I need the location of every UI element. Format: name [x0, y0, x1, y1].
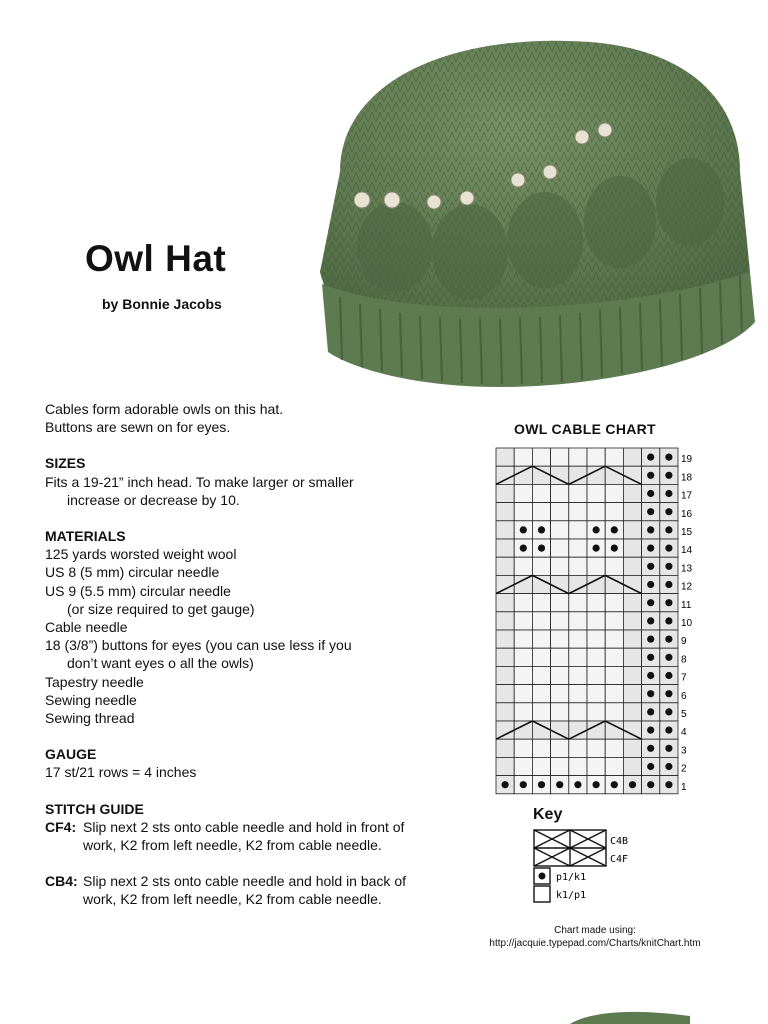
- chart-cell: [569, 466, 587, 484]
- purl-dot: [665, 763, 672, 770]
- chart-cell: [605, 466, 623, 484]
- purl-dot: [647, 563, 654, 570]
- chart-cell: [532, 575, 550, 593]
- chart-cell: [532, 503, 550, 521]
- chart-cell: [496, 721, 514, 739]
- chart-cell: [496, 448, 514, 466]
- chart-cell: [569, 685, 587, 703]
- chart-cell: [605, 721, 623, 739]
- chart-cell: [551, 721, 569, 739]
- chart-cell: [587, 648, 605, 666]
- purl-dot: [665, 581, 672, 588]
- chart-cell: [587, 666, 605, 684]
- cb4-label: CB4:: [45, 873, 78, 890]
- chart-cell: [551, 612, 569, 630]
- purl-dot: [538, 781, 545, 788]
- hat-photo: [300, 22, 768, 390]
- chart-row-label: 16: [681, 508, 693, 520]
- chart-cell: [496, 539, 514, 557]
- purl-dot: [647, 508, 654, 515]
- purl-dot: [647, 636, 654, 643]
- chart-cell: [514, 721, 532, 739]
- chart-cell: [532, 630, 550, 648]
- purl-dot: [665, 672, 672, 679]
- chart-cell: [551, 575, 569, 593]
- chart-cell: [623, 630, 641, 648]
- chart-cell: [569, 594, 587, 612]
- purl-dot: [520, 526, 527, 533]
- chart-cell: [569, 575, 587, 593]
- materials-item: 18 (3/8”) buttons for eyes (you can use less if you: [45, 637, 352, 654]
- chart-row-label: 6: [681, 690, 687, 702]
- chart-cell: [623, 575, 641, 593]
- chart-cell: [605, 594, 623, 612]
- cf4-text: Slip next 2 sts onto cable needle and hold in front of work, K2 from left needle, K2 from cable needle.: [83, 818, 405, 854]
- chart-row-label: 5: [681, 709, 687, 720]
- chart-cell: [551, 484, 569, 502]
- purl-dot: [665, 454, 672, 461]
- owl-cable-chart: [494, 446, 704, 796]
- chart-cell: [551, 648, 569, 666]
- chart-cell: [623, 739, 641, 757]
- purl-dot: [647, 763, 654, 770]
- purl-dot: [647, 727, 654, 734]
- chart-cell: [532, 466, 550, 484]
- purl-dot-icon: [539, 873, 546, 880]
- chart-row-label: 8: [681, 654, 687, 666]
- chart-cell: [569, 484, 587, 502]
- purl-dot: [665, 526, 672, 533]
- chart-cell: [605, 648, 623, 666]
- chart-cell: [496, 666, 514, 684]
- purl-dot: [611, 526, 618, 533]
- chart-cell: [587, 448, 605, 466]
- chart-cell: [623, 721, 641, 739]
- chart-cell: [551, 521, 569, 539]
- purl-dot: [647, 454, 654, 461]
- chart-cell: [496, 703, 514, 721]
- purl-dot: [538, 526, 545, 533]
- chart-cell: [605, 503, 623, 521]
- purl-dot: [574, 781, 581, 788]
- materials-item: 125 yards worsted weight wool: [45, 546, 237, 563]
- chart-cell: [569, 448, 587, 466]
- purl-dot: [665, 508, 672, 515]
- chart-cell: [532, 739, 550, 757]
- chart-key: [530, 826, 650, 906]
- purl-dot: [611, 781, 618, 788]
- purl-dot: [665, 545, 672, 552]
- chart-cell: [569, 739, 587, 757]
- chart-row-label: 11: [681, 599, 692, 611]
- chart-cell: [605, 557, 623, 575]
- purl-dot: [665, 781, 672, 788]
- chart-cell: [514, 685, 532, 703]
- purl-dot: [647, 708, 654, 715]
- purl-dot: [665, 472, 672, 479]
- purl-dot: [647, 545, 654, 552]
- chart-cell: [532, 648, 550, 666]
- chart-cell: [496, 575, 514, 593]
- chart-cell: [551, 594, 569, 612]
- chart-cell: [496, 648, 514, 666]
- chart-cell: [532, 721, 550, 739]
- chart-cell: [532, 594, 550, 612]
- chart-cell: [496, 521, 514, 539]
- chart-row-label: 15: [681, 527, 693, 538]
- chart-cell: [605, 448, 623, 466]
- key-knit: k1/p1: [556, 890, 587, 901]
- chart-cell: [623, 539, 641, 557]
- chart-cell: [605, 757, 623, 775]
- key-purl: p1/k1: [556, 872, 587, 883]
- chart-cell: [587, 612, 605, 630]
- chart-cell: [551, 503, 569, 521]
- purl-dot: [665, 745, 672, 752]
- gauge-text: 17 st/21 rows = 4 inches: [45, 764, 197, 781]
- purl-dot: [647, 672, 654, 679]
- purl-dot: [665, 636, 672, 643]
- cf4-entry: [45, 818, 445, 854]
- chart-cell: [587, 557, 605, 575]
- purl-dot: [647, 690, 654, 697]
- chart-cell: [496, 739, 514, 757]
- chart-credit-url[interactable]: http://jacquie.typepad.com/Charts/knitChart.htm: [489, 938, 701, 949]
- chart-cell: [587, 630, 605, 648]
- purl-dot: [665, 727, 672, 734]
- cb4-entry: [45, 872, 445, 908]
- chart-cell: [551, 685, 569, 703]
- chart-cell: [496, 503, 514, 521]
- chart-cell: [551, 630, 569, 648]
- chart-cell: [605, 739, 623, 757]
- chart-cell: [587, 484, 605, 502]
- chart-cell: [532, 666, 550, 684]
- chart-cell: [587, 594, 605, 612]
- purl-dot: [647, 745, 654, 752]
- chart-row-label: 18: [681, 472, 693, 484]
- chart-cell: [532, 484, 550, 502]
- materials-item: Sewing thread: [45, 710, 135, 727]
- cf4-label: CF4:: [45, 818, 77, 835]
- chart-cell: [496, 685, 514, 703]
- purl-dot: [538, 545, 545, 552]
- chart-cell: [551, 757, 569, 775]
- chart-cell: [587, 503, 605, 521]
- chart-cell: [569, 612, 587, 630]
- chart-cell: [569, 630, 587, 648]
- purl-dot: [665, 654, 672, 661]
- chart-row-label: 4: [681, 727, 687, 739]
- purl-dot: [593, 545, 600, 552]
- key-title: Key: [533, 806, 563, 823]
- chart-credit: Chart made using:: [554, 925, 636, 936]
- chart-cell: [569, 521, 587, 539]
- purl-dot: [647, 526, 654, 533]
- chart-cell: [551, 448, 569, 466]
- chart-row-label: 10: [681, 618, 693, 629]
- purl-dot: [593, 781, 600, 788]
- chart-cell: [587, 721, 605, 739]
- chart-cell: [514, 703, 532, 721]
- chart-cell: [514, 503, 532, 521]
- materials-item: (or size required to get gauge): [67, 600, 255, 617]
- key-c4b: C4B: [610, 836, 629, 847]
- chart-cell: [514, 612, 532, 630]
- purl-dot: [665, 708, 672, 715]
- chart-cell: [496, 594, 514, 612]
- purl-dot: [611, 545, 618, 552]
- purl-dot: [665, 690, 672, 697]
- materials-item: US 9 (5.5 mm) circular needle: [45, 582, 231, 599]
- hat-photo-bottom: [570, 1008, 690, 1024]
- chart-cell: [569, 557, 587, 575]
- chart-cell: [496, 612, 514, 630]
- chart-row-label: 14: [681, 545, 693, 557]
- chart-row-label: 7: [681, 672, 687, 684]
- chart-row-label: 3: [681, 745, 687, 757]
- chart-row-label: 17: [681, 490, 693, 502]
- chart-cell: [551, 739, 569, 757]
- chart-cell: [514, 739, 532, 757]
- chart-cell: [587, 685, 605, 703]
- purl-dot: [647, 581, 654, 588]
- chart-cell: [514, 484, 532, 502]
- chart-cell: [569, 648, 587, 666]
- materials-item: don’t want eyes o all the owls): [67, 655, 254, 672]
- chart-row-label: 9: [681, 636, 687, 648]
- author-byline: by Bonnie Jacobs: [102, 296, 222, 312]
- chart-cell: [569, 721, 587, 739]
- chart-cell: [532, 612, 550, 630]
- chart-cell: [551, 539, 569, 557]
- chart-cell: [514, 630, 532, 648]
- purl-dot: [665, 617, 672, 624]
- purl-dot: [665, 563, 672, 570]
- chart-row-label: 2: [681, 763, 687, 775]
- chart-cell: [514, 757, 532, 775]
- chart-cell: [623, 757, 641, 775]
- sizes-text: increase or decrease by 10.: [67, 491, 240, 508]
- chart-cell: [587, 703, 605, 721]
- chart-cell: [532, 557, 550, 575]
- materials-item: Sewing needle: [45, 691, 137, 708]
- purl-dot: [647, 472, 654, 479]
- chart-cell: [496, 466, 514, 484]
- purl-dot: [647, 781, 654, 788]
- purl-dot: [647, 599, 654, 606]
- chart-cell: [587, 757, 605, 775]
- chart-row-label: 1: [681, 781, 687, 793]
- purl-dot: [629, 781, 636, 788]
- chart-cell: [605, 685, 623, 703]
- materials-item: Tapestry needle: [45, 673, 144, 690]
- chart-cell: [514, 448, 532, 466]
- chart-cell: [569, 757, 587, 775]
- chart-cell: [623, 612, 641, 630]
- sizes-text: Fits a 19-21” inch head. To make larger or smaller: [45, 473, 354, 490]
- chart-cell: [569, 539, 587, 557]
- chart-cell: [587, 739, 605, 757]
- page-title: Owl Hat: [85, 238, 227, 279]
- chart-cell: [496, 557, 514, 575]
- chart-row-label: 19: [681, 454, 693, 466]
- purl-dot: [556, 781, 563, 788]
- purl-dot: [647, 490, 654, 497]
- chart-cell: [605, 575, 623, 593]
- chart-row-label: 13: [681, 563, 693, 575]
- pattern-text: [45, 400, 445, 909]
- purl-dot: [665, 599, 672, 606]
- chart-cell: [551, 557, 569, 575]
- chart-cell: [551, 703, 569, 721]
- cb4-text: Slip next 2 sts onto cable needle and hold in back of work, K2 from left needle, K2 from cable needle.: [83, 873, 406, 908]
- chart-cell: [605, 484, 623, 502]
- chart-cell: [514, 648, 532, 666]
- chart-cell: [532, 703, 550, 721]
- chart-cell: [587, 575, 605, 593]
- chart-cell: [623, 484, 641, 502]
- purl-dot: [593, 526, 600, 533]
- chart-cell: [496, 630, 514, 648]
- intro-line: Cables form adorable owls on this hat.: [45, 401, 284, 417]
- chart-cell: [623, 666, 641, 684]
- intro-line: Buttons are sewn on for eyes.: [45, 419, 231, 436]
- chart-cell: [623, 448, 641, 466]
- chart-cell: [514, 666, 532, 684]
- chart-cell: [605, 630, 623, 648]
- chart-cell: [532, 448, 550, 466]
- purl-dot: [520, 781, 527, 788]
- chart-cell: [623, 594, 641, 612]
- chart-cell: [605, 666, 623, 684]
- chart-row-labels: [681, 454, 693, 793]
- chart-cell: [623, 557, 641, 575]
- chart-cell: [551, 666, 569, 684]
- chart-cell: [623, 703, 641, 721]
- chart-cell: [514, 594, 532, 612]
- sizes-heading: SIZES: [45, 455, 86, 472]
- purl-dot: [647, 654, 654, 661]
- chart-cell: [514, 466, 532, 484]
- chart-cell: [532, 685, 550, 703]
- chart-cell: [514, 557, 532, 575]
- stitch-guide-heading: STITCH GUIDE: [45, 800, 144, 817]
- chart-cell: [569, 503, 587, 521]
- chart-cell: [569, 666, 587, 684]
- chart-cell: [569, 703, 587, 721]
- key-c4f: C4F: [610, 854, 629, 865]
- chart-cell: [623, 466, 641, 484]
- chart-cell: [623, 521, 641, 539]
- materials-item: US 8 (5 mm) circular needle: [45, 564, 220, 581]
- chart-cell: [605, 703, 623, 721]
- chart-cell: [551, 466, 569, 484]
- chart-cell: [623, 648, 641, 666]
- materials-heading: MATERIALS: [45, 528, 126, 545]
- chart-cell: [532, 757, 550, 775]
- chart-cell: [496, 757, 514, 775]
- purl-dot: [520, 545, 527, 552]
- chart-row-label: 12: [681, 581, 693, 593]
- chart-cell: [587, 466, 605, 484]
- materials-item: Cable needle: [45, 619, 128, 636]
- purl-dot: [647, 617, 654, 624]
- chart-cell: [496, 484, 514, 502]
- chart-cell: [605, 612, 623, 630]
- chart-cell: [623, 685, 641, 703]
- chart-cell: [514, 575, 532, 593]
- purl-dot: [502, 781, 509, 788]
- gauge-heading: GAUGE: [45, 746, 97, 763]
- purl-dot: [665, 490, 672, 497]
- chart-cell: [623, 503, 641, 521]
- chart-title: OWL CABLE CHART: [514, 421, 656, 437]
